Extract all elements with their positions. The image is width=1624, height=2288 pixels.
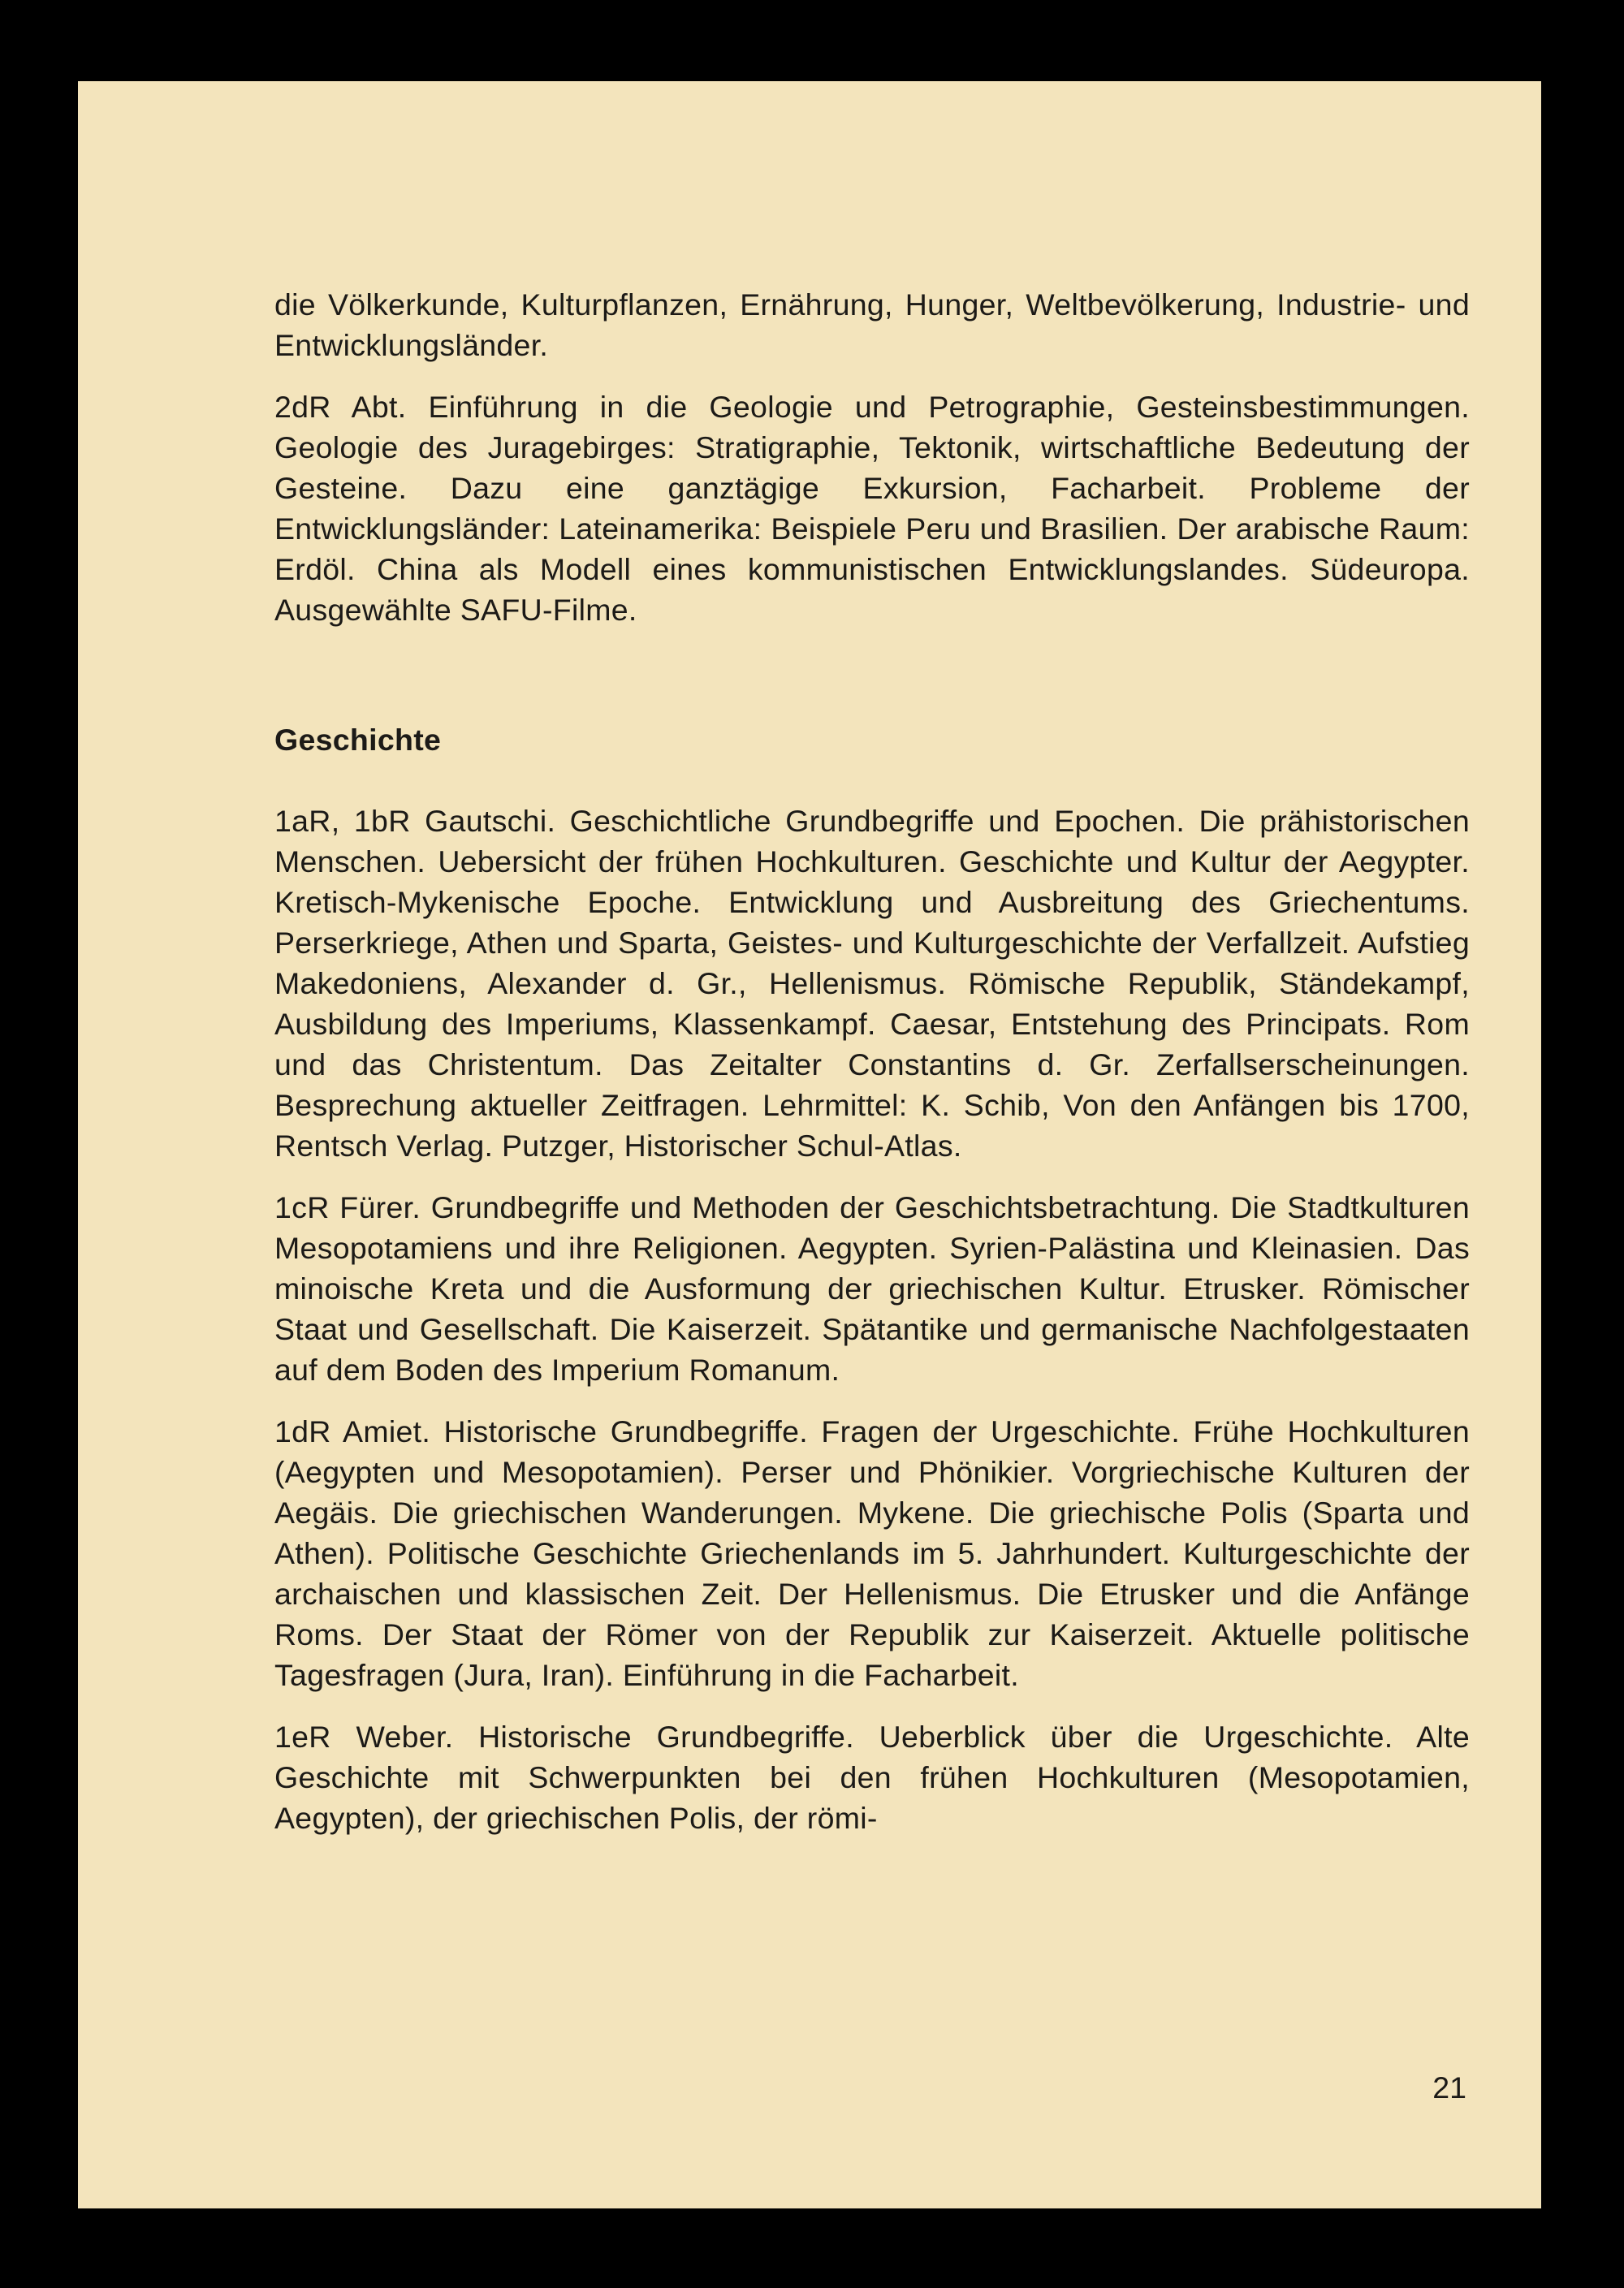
- paragraph-1dR: 1dR Amiet. Historische Grundbegriffe. Fragen der Urgeschichte. Frühe Hochkulturen (Aegypten und Mesopotamien). Perser und Phönikier. Vorgriechische Kulturen der Aegäis. Die griechischen Wanderungen. Mykene. Die griechische Polis (Sparta und Athen). Politische Geschichte Griechenlands im 5. Jahrhundert. Kulturgeschichte der archaischen und klassischen Zeit. Der Hellenismus. Die Etrusker und die Anfänge Roms. Der Staat der Römer von der Republik zur Kaiserzeit. Aktuelle politische Tagesfragen (Jura, Iran). Einführung in die Facharbeit.: [274, 1414, 1470, 1692]
- paragraph-1aR-1bR: 1aR, 1bR Gautschi. Geschichtliche Grundbegriffe und Epochen. Die prähistorischen Menschen. Uebersicht der frühen Hochkulturen. Geschichte und Kultur der Aegypter. Kretisch-Mykenische Epoche. Entwicklung und Ausbreitung des Griechentums. Perserkriege, Athen und Sparta, Geistes- und Kulturgeschichte der Verfallzeit. Aufstieg Makedoniens, Alexander d. Gr., Hellenismus. Römische Republik, Ständekampf, Ausbildung des Imperiums, Klassenkampf. Caesar, Entstehung des Principats. Rom und das Christentum. Das Zeitalter Constantins d. Gr. Zerfallserscheinungen. Besprechung aktueller Zeitfragen. Lehrmittel: K. Schib, Von den Anfängen bis 1700, Rentsch Verlag. Putzger, Historischer Schul-Atlas.: [274, 804, 1470, 1163]
- page-content: [274, 284, 1470, 1859]
- section-heading: Geschichte: [274, 723, 442, 757]
- page-number: 21: [1432, 2070, 1466, 2105]
- paragraph-geologie: 2dR Abt. Einführung in die Geologie und Petrographie, Gesteinsbestimmungen. Geologie des Juragebirges: Stratigraphie, Tektonik, wirtschaftliche Bedeutung der Gesteine. Dazu eine ganztägige Exkursion, Facharbeit. Probleme der Entwicklungsländer: Lateinamerika: Beispiele Peru und Brasilien. Der arabische Raum: Erdöl. China als Modell eines kommunistischen Entwicklungslandes. Südeuropa. Ausgewählte SAFU-Filme.: [274, 390, 1470, 627]
- intro-paragraph: die Völkerkunde, Kulturpflanzen, Ernährung, Hunger, Weltbevölkerung, Industrie- und Entwicklungsländer.: [274, 287, 1470, 362]
- paragraph-1cR: 1cR Fürer. Grundbegriffe und Methoden der Geschichtsbetrachtung. Die Stadtkulturen Mesopotamiens und ihre Religionen. Aegypten. Syrien-Palästina und Kleinasien. Das minoische Kreta und die Ausformung der griechischen Kultur. Etrusker. Römischer Staat und Gesellschaft. Die Kaiserzeit. Spätantike und germanische Nachfolgestaaten auf dem Boden des Imperium Romanum.: [274, 1190, 1470, 1387]
- document-page: [78, 81, 1541, 2208]
- paragraph-1eR: 1eR Weber. Historische Grundbegriffe. Ueberblick über die Urgeschichte. Alte Geschichte mit Schwerpunkten bei den frühen Hochkulturen (Mesopotamien, Aegypten), der griechischen Polis, der römi-: [274, 1720, 1470, 1835]
